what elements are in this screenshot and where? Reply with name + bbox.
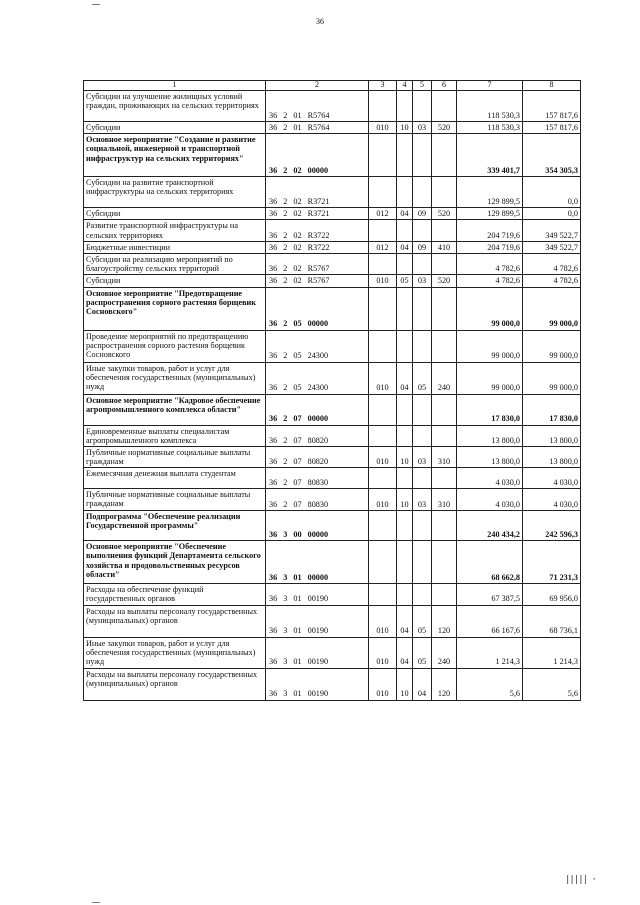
row-expense-type bbox=[432, 287, 457, 330]
row-expense-type: 310 bbox=[432, 446, 457, 467]
column-header: 5 bbox=[413, 81, 432, 91]
row-section-code: 04 bbox=[397, 208, 413, 220]
row-ministry-code bbox=[369, 253, 397, 274]
row-code: 36 2 02 R3721 bbox=[266, 208, 369, 220]
row-name: Субсидии на улучшение жилищных условий граждан, проживающих на сельских территориях bbox=[84, 91, 266, 122]
row-section-code bbox=[397, 220, 413, 241]
row-code: 36 2 02 R5767 bbox=[266, 275, 369, 287]
row-name: Развитие транспортной инфраструктуры на сельских территориях bbox=[84, 220, 266, 241]
row-name: Иные закупки товаров, работ и услуг для обеспечения государственных (муниципальных) нужд bbox=[84, 362, 266, 394]
row-amount-year-2: 4 782,6 bbox=[523, 275, 581, 287]
row-section-code bbox=[397, 584, 413, 605]
column-header: 8 bbox=[523, 81, 581, 91]
row-name: Субсидии bbox=[84, 122, 266, 134]
row-amount-year-2: 1 214,3 bbox=[523, 637, 581, 668]
row-expense-type: 240 bbox=[432, 362, 457, 394]
row-subsection-code: 09 bbox=[413, 241, 432, 253]
row-amount-year-1: 4 782,6 bbox=[457, 253, 523, 274]
row-subsection-code bbox=[413, 584, 432, 605]
row-subsection-code bbox=[413, 425, 432, 446]
row-amount-year-2: 349 522,7 bbox=[523, 241, 581, 253]
column-header: 6 bbox=[432, 81, 457, 91]
row-subsection-code: 05 bbox=[413, 362, 432, 394]
table-row bbox=[84, 637, 581, 668]
row-code: 36 2 02 R3722 bbox=[266, 220, 369, 241]
table-row bbox=[84, 489, 581, 511]
row-amount-year-1: 129 899,5 bbox=[457, 208, 523, 220]
table-row bbox=[84, 275, 581, 287]
row-amount-year-1: 66 167,6 bbox=[457, 605, 523, 637]
row-section-code bbox=[397, 134, 413, 177]
row-ministry-code bbox=[369, 541, 397, 584]
row-subsection-code: 03 bbox=[413, 489, 432, 511]
table-row bbox=[84, 122, 581, 134]
row-name: Ежемесячная денежная выплата студентам bbox=[84, 468, 266, 489]
row-ministry-code: 010 bbox=[369, 446, 397, 467]
row-subsection-code bbox=[413, 220, 432, 241]
row-name: Публичные нормативные социальные выплаты гражданам bbox=[84, 489, 266, 511]
row-amount-year-1: 17 830,0 bbox=[457, 394, 523, 425]
row-name: Субсидии на реализацию мероприятий по благоустройству сельских территорий bbox=[84, 253, 266, 274]
row-expense-type bbox=[432, 330, 457, 362]
row-section-code bbox=[397, 511, 413, 541]
row-section-code bbox=[397, 425, 413, 446]
row-section-code: 05 bbox=[397, 275, 413, 287]
row-amount-year-2: 68 736,1 bbox=[523, 605, 581, 637]
row-expense-type bbox=[432, 584, 457, 605]
top-scan-mark bbox=[92, 4, 100, 5]
row-code: 36 3 00 00000 bbox=[266, 511, 369, 541]
row-code: 36 2 05 24300 bbox=[266, 362, 369, 394]
row-section-code: 04 bbox=[397, 241, 413, 253]
row-section-code: 04 bbox=[397, 362, 413, 394]
row-expense-type bbox=[432, 394, 457, 425]
row-section-code: 10 bbox=[397, 489, 413, 511]
row-subsection-code bbox=[413, 134, 432, 177]
row-code: 36 3 01 00190 bbox=[266, 584, 369, 605]
row-subsection-code bbox=[413, 541, 432, 584]
column-header: 2 bbox=[266, 81, 369, 91]
bottom-scan-mark bbox=[92, 902, 100, 903]
row-ministry-code: 010 bbox=[369, 605, 397, 637]
table-row bbox=[84, 605, 581, 637]
row-ministry-code: 010 bbox=[369, 122, 397, 134]
table-row bbox=[84, 253, 581, 274]
row-name: Бюджетные инвестиции bbox=[84, 241, 266, 253]
row-ministry-code: 010 bbox=[369, 362, 397, 394]
row-amount-year-1: 204 719,6 bbox=[457, 241, 523, 253]
row-amount-year-1: 5,6 bbox=[457, 668, 523, 700]
column-header: 7 bbox=[457, 81, 523, 91]
row-amount-year-1: 240 434,2 bbox=[457, 511, 523, 541]
row-subsection-code bbox=[413, 287, 432, 330]
row-expense-type bbox=[432, 541, 457, 584]
row-subsection-code: 04 bbox=[413, 668, 432, 700]
table-row bbox=[84, 91, 581, 122]
row-amount-year-1: 204 719,6 bbox=[457, 220, 523, 241]
row-name: Основное мероприятие "Предотвращение распространения сорного растения борщевик Сосновского" bbox=[84, 287, 266, 330]
row-expense-type: 120 bbox=[432, 668, 457, 700]
row-section-code bbox=[397, 287, 413, 330]
row-section-code: 04 bbox=[397, 605, 413, 637]
row-expense-type: 520 bbox=[432, 208, 457, 220]
row-name: Расходы на выплаты персоналу государственных (муниципальных) органов bbox=[84, 668, 266, 700]
row-amount-year-2: 99 000,0 bbox=[523, 330, 581, 362]
row-code: 36 2 07 00000 bbox=[266, 394, 369, 425]
row-code: 36 3 01 00190 bbox=[266, 605, 369, 637]
row-code: 36 3 01 00190 bbox=[266, 668, 369, 700]
table-body bbox=[84, 81, 581, 701]
row-ministry-code bbox=[369, 511, 397, 541]
row-subsection-code bbox=[413, 468, 432, 489]
row-amount-year-2: 13 800,0 bbox=[523, 446, 581, 467]
row-section-code bbox=[397, 177, 413, 208]
row-amount-year-2: 4 030,0 bbox=[523, 468, 581, 489]
column-header: 3 bbox=[369, 81, 397, 91]
row-section-code bbox=[397, 91, 413, 122]
table-row bbox=[84, 287, 581, 330]
row-ministry-code: 012 bbox=[369, 208, 397, 220]
row-subsection-code bbox=[413, 177, 432, 208]
row-ministry-code bbox=[369, 425, 397, 446]
table-row bbox=[84, 511, 581, 541]
row-amount-year-2: 4 782,6 bbox=[523, 253, 581, 274]
row-expense-type: 410 bbox=[432, 241, 457, 253]
row-subsection-code bbox=[413, 511, 432, 541]
table-row bbox=[84, 241, 581, 253]
table-row bbox=[84, 468, 581, 489]
row-ministry-code: 010 bbox=[369, 489, 397, 511]
row-amount-year-2: 99 000,0 bbox=[523, 362, 581, 394]
row-section-code: 10 bbox=[397, 446, 413, 467]
row-name: Основное мероприятие "Кадровое обеспечение агропромышленного комплекса области" bbox=[84, 394, 266, 425]
row-code: 36 3 01 00190 bbox=[266, 637, 369, 668]
table-row bbox=[84, 394, 581, 425]
row-amount-year-2: 5,6 bbox=[523, 668, 581, 700]
row-name: Субсидии на развитие транспортной инфраструктуры на сельских территориях bbox=[84, 177, 266, 208]
row-section-code bbox=[397, 394, 413, 425]
row-amount-year-2: 349 522,7 bbox=[523, 220, 581, 241]
row-expense-type bbox=[432, 425, 457, 446]
row-amount-year-1: 99 000,0 bbox=[457, 287, 523, 330]
row-amount-year-1: 67 387,5 bbox=[457, 584, 523, 605]
row-name: Основное мероприятие "Создание и развитие социальной, инженерной и транспортной инфраструктур на сельских территориях" bbox=[84, 134, 266, 177]
row-amount-year-1: 118 530,3 bbox=[457, 122, 523, 134]
row-expense-type: 120 bbox=[432, 605, 457, 637]
row-code: 36 2 07 80830 bbox=[266, 468, 369, 489]
row-expense-type: 240 bbox=[432, 637, 457, 668]
row-code: 36 2 01 R5764 bbox=[266, 91, 369, 122]
row-ministry-code: 010 bbox=[369, 275, 397, 287]
row-expense-type bbox=[432, 468, 457, 489]
row-ministry-code bbox=[369, 584, 397, 605]
row-ministry-code: 012 bbox=[369, 241, 397, 253]
row-subsection-code bbox=[413, 394, 432, 425]
row-expense-type bbox=[432, 91, 457, 122]
header-row bbox=[84, 81, 581, 91]
row-ministry-code bbox=[369, 220, 397, 241]
row-expense-type bbox=[432, 511, 457, 541]
row-subsection-code: 05 bbox=[413, 637, 432, 668]
table-row bbox=[84, 362, 581, 394]
row-amount-year-2: 71 231,3 bbox=[523, 541, 581, 584]
row-code: 36 3 01 00000 bbox=[266, 541, 369, 584]
page-number: 36 bbox=[316, 17, 324, 26]
row-subsection-code bbox=[413, 330, 432, 362]
row-ministry-code: 010 bbox=[369, 637, 397, 668]
row-code: 36 2 02 R5767 bbox=[266, 253, 369, 274]
row-code: 36 2 07 80820 bbox=[266, 446, 369, 467]
table-row bbox=[84, 668, 581, 700]
row-section-code bbox=[397, 330, 413, 362]
row-code: 36 2 02 00000 bbox=[266, 134, 369, 177]
table-row bbox=[84, 541, 581, 584]
table-row bbox=[84, 208, 581, 220]
row-amount-year-2: 0,0 bbox=[523, 177, 581, 208]
row-subsection-code: 03 bbox=[413, 275, 432, 287]
row-expense-type: 520 bbox=[432, 275, 457, 287]
row-ministry-code bbox=[369, 134, 397, 177]
table-row bbox=[84, 134, 581, 177]
row-code: 36 2 01 R5764 bbox=[266, 122, 369, 134]
column-header: 1 bbox=[84, 81, 266, 91]
row-ministry-code bbox=[369, 468, 397, 489]
row-amount-year-2: 4 030,0 bbox=[523, 489, 581, 511]
row-amount-year-2: 157 817,6 bbox=[523, 122, 581, 134]
table-row bbox=[84, 584, 581, 605]
row-section-code: 10 bbox=[397, 122, 413, 134]
row-section-code bbox=[397, 468, 413, 489]
row-amount-year-1: 99 000,0 bbox=[457, 330, 523, 362]
row-ministry-code bbox=[369, 177, 397, 208]
row-ministry-code bbox=[369, 91, 397, 122]
table-row bbox=[84, 177, 581, 208]
row-amount-year-2: 69 956,0 bbox=[523, 584, 581, 605]
row-subsection-code bbox=[413, 91, 432, 122]
row-subsection-code: 09 bbox=[413, 208, 432, 220]
row-subsection-code: 05 bbox=[413, 605, 432, 637]
row-code: 36 2 07 80830 bbox=[266, 489, 369, 511]
row-subsection-code: 03 bbox=[413, 122, 432, 134]
row-name: Расходы на выплаты персоналу государственных (муниципальных) органов bbox=[84, 605, 266, 637]
row-name: Иные закупки товаров, работ и услуг для обеспечения государственных (муниципальных) нужд bbox=[84, 637, 266, 668]
table-row bbox=[84, 220, 581, 241]
row-code: 36 2 02 R3721 bbox=[266, 177, 369, 208]
row-section-code: 10 bbox=[397, 668, 413, 700]
row-amount-year-1: 4 782,6 bbox=[457, 275, 523, 287]
budget-table bbox=[83, 80, 581, 701]
row-subsection-code: 03 bbox=[413, 446, 432, 467]
row-amount-year-2: 13 800,0 bbox=[523, 425, 581, 446]
row-name: Субсидии bbox=[84, 275, 266, 287]
row-code: 36 2 05 24300 bbox=[266, 330, 369, 362]
row-ministry-code bbox=[369, 330, 397, 362]
table-row bbox=[84, 330, 581, 362]
row-name: Единовременные выплаты специалистам агропромышленного комплекса bbox=[84, 425, 266, 446]
row-name: Проведение мероприятий по предотвращению распространения сорного растения борщевик Сосновского bbox=[84, 330, 266, 362]
row-code: 36 2 05 00000 bbox=[266, 287, 369, 330]
row-amount-year-1: 68 662,8 bbox=[457, 541, 523, 584]
row-amount-year-2: 242 596,3 bbox=[523, 511, 581, 541]
row-amount-year-2: 354 305,3 bbox=[523, 134, 581, 177]
row-amount-year-2: 0,0 bbox=[523, 208, 581, 220]
row-amount-year-1: 13 800,0 bbox=[457, 446, 523, 467]
row-expense-type bbox=[432, 220, 457, 241]
table-row bbox=[84, 425, 581, 446]
column-header: 4 bbox=[397, 81, 413, 91]
row-expense-type: 520 bbox=[432, 122, 457, 134]
row-section-code: 04 bbox=[397, 637, 413, 668]
row-name: Расходы на обеспечение функций государственных органов bbox=[84, 584, 266, 605]
barcode-icon: ||||| · bbox=[565, 875, 596, 885]
row-code: 36 2 02 R3722 bbox=[266, 241, 369, 253]
row-amount-year-1: 1 214,3 bbox=[457, 637, 523, 668]
row-amount-year-2: 17 830,0 bbox=[523, 394, 581, 425]
row-name: Подпрограмма "Обеспечение реализации Государственной программы" bbox=[84, 511, 266, 541]
row-amount-year-1: 129 899,5 bbox=[457, 177, 523, 208]
row-amount-year-1: 13 800,0 bbox=[457, 425, 523, 446]
table-row bbox=[84, 446, 581, 467]
row-name: Публичные нормативные социальные выплаты гражданам bbox=[84, 446, 266, 467]
row-amount-year-2: 99 000,0 bbox=[523, 287, 581, 330]
row-section-code bbox=[397, 541, 413, 584]
row-amount-year-1: 339 401,7 bbox=[457, 134, 523, 177]
row-ministry-code bbox=[369, 394, 397, 425]
row-expense-type bbox=[432, 134, 457, 177]
row-ministry-code bbox=[369, 287, 397, 330]
row-expense-type bbox=[432, 253, 457, 274]
row-amount-year-1: 4 030,0 bbox=[457, 468, 523, 489]
row-name: Основное мероприятие "Обеспечение выполнения функций Департамента сельского хозяйства и продовольственных ресурсов области" bbox=[84, 541, 266, 584]
row-code: 36 2 07 80820 bbox=[266, 425, 369, 446]
row-ministry-code: 010 bbox=[369, 668, 397, 700]
row-subsection-code bbox=[413, 253, 432, 274]
row-amount-year-1: 118 530,3 bbox=[457, 91, 523, 122]
row-amount-year-1: 99 000,0 bbox=[457, 362, 523, 394]
row-expense-type bbox=[432, 177, 457, 208]
row-amount-year-1: 4 030,0 bbox=[457, 489, 523, 511]
row-amount-year-2: 157 817,6 bbox=[523, 91, 581, 122]
row-expense-type: 310 bbox=[432, 489, 457, 511]
row-section-code bbox=[397, 253, 413, 274]
row-name: Субсидии bbox=[84, 208, 266, 220]
